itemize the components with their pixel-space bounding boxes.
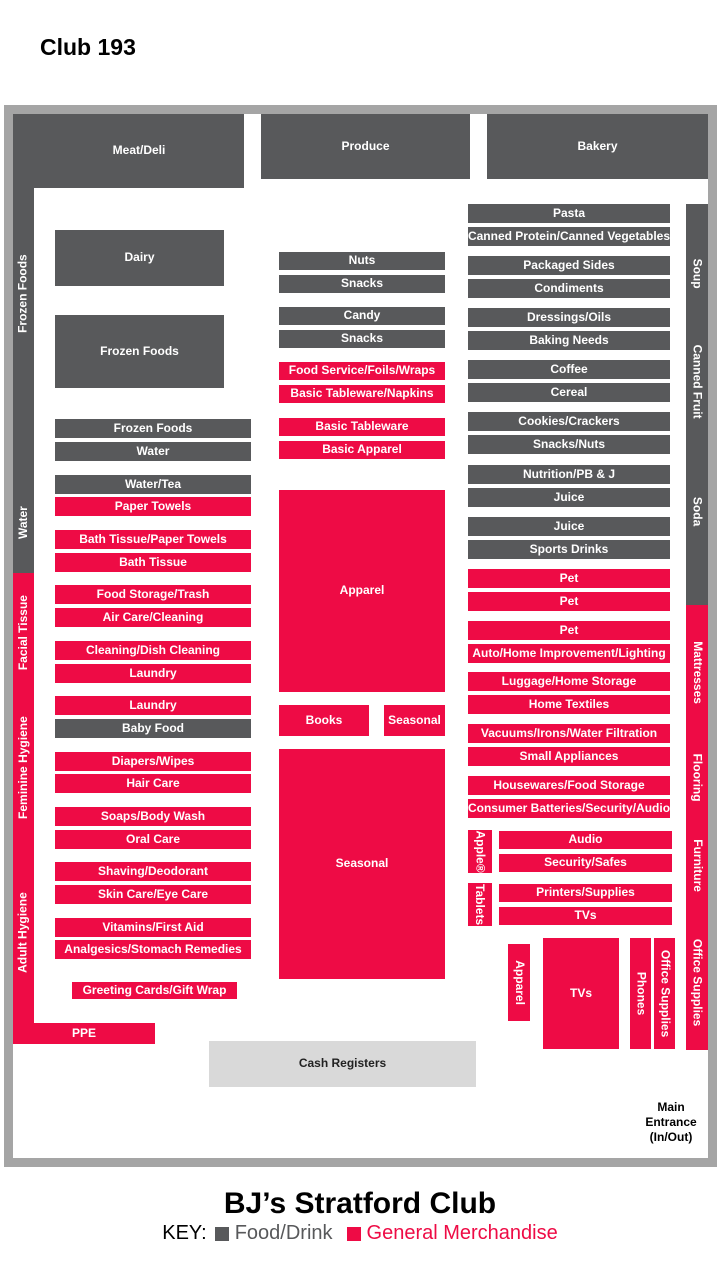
section-label: Frozen Foods [15, 254, 30, 333]
section-left-aisles-12-diapers-wipes [55, 752, 251, 771]
section-label: Auto/Home Improvement/Lighting [472, 645, 666, 660]
section-label: TVs [574, 908, 597, 923]
section-label: Snacks/Nuts [532, 436, 606, 451]
section-electronics-audio-audio [499, 831, 672, 849]
section-label: Housewares/Food Storage [493, 777, 645, 792]
section-label: Food Service/Foils/Wraps [288, 363, 436, 378]
section-label: Canned Protein/Canned Vegetables [467, 228, 671, 243]
section-label: Laundry [129, 665, 177, 680]
section-right-wall-1-canned-fruit [686, 344, 708, 419]
section-left-wall-0-frozen-foods [13, 114, 34, 473]
section-label: Produce [341, 138, 390, 153]
section-left-aisles-15-oral-care [55, 830, 251, 849]
section-left-aisles-1-water [55, 442, 251, 461]
section-right-aisles-5-baking-needs [468, 331, 670, 350]
section-center-aisles-7-basic-apparel [279, 441, 445, 459]
section-label: Paper Towels [114, 498, 192, 513]
section-left-wall-1-water [13, 473, 34, 573]
section-right-aisles-20-vacuums-irons-water-filtration [468, 724, 670, 743]
section-label: Consumer Batteries/Security/Audio [467, 800, 671, 815]
section-apparel-apparel [279, 490, 445, 692]
section-label: Dairy [124, 250, 155, 265]
section-right-aisles-14-pet [468, 569, 670, 588]
section-label: Cleaning/Dish Cleaning [85, 642, 220, 657]
section-bottom-right-apparel-apparel [508, 944, 530, 1021]
section-left-aisles-0-frozen-foods [55, 419, 251, 438]
section-label: Water [15, 506, 30, 540]
section-label: Soda [690, 497, 705, 527]
section-label: Laundry [129, 697, 177, 712]
section-label: Books [305, 712, 343, 727]
legend [0, 1222, 720, 1245]
section-right-aisles-11-juice [468, 488, 670, 507]
section-right-aisles-15-pet [468, 592, 670, 611]
section-label: Mattresses [690, 641, 705, 704]
section-label: Small Appliances [519, 748, 619, 763]
legend-general-label: General Merchandise [366, 1222, 558, 1244]
section-label: Oral Care [125, 831, 181, 846]
section-electronics-printers-printers-supplies [499, 884, 672, 902]
section-label: Cookies/Crackers [518, 413, 620, 428]
section-right-wall-2-soda [686, 419, 708, 605]
section-left-aisles-16-shaving-deodorant [55, 862, 251, 881]
section-label: Candy [343, 308, 381, 323]
section-label: Tablets [473, 883, 488, 926]
section-label: Phones [634, 971, 649, 1016]
section-electronics-security-safes-security-safes [499, 854, 672, 872]
section-center-aisles-6-basic-tableware [279, 418, 445, 436]
section-left-aisles-17-skin-care-eye-care [55, 885, 251, 904]
section-label: Air Care/Cleaning [102, 609, 204, 624]
section-right-wall-3-mattresses [686, 605, 708, 740]
section-label: Luggage/Home Storage [501, 673, 637, 688]
section-label: Home Textiles [528, 696, 610, 711]
section-label: Facial Tissue [15, 595, 30, 671]
section-bottom-right-office-supplies-office-supplies [654, 938, 675, 1049]
section-label: Apparel [512, 960, 527, 1005]
section-label: Soaps/Body Wash [100, 808, 206, 823]
section-center-aisles-5-basic-tableware-napkins [279, 385, 445, 403]
section-left-aisles-5-bath-tissue [55, 553, 251, 572]
section-label: Skin Care/Eye Care [97, 886, 209, 901]
section-label: Water/Tea [124, 476, 181, 491]
section-center-aisles-2-candy [279, 307, 445, 325]
section-right-aisles-1-canned-protein-canned-vegetables [468, 227, 670, 246]
section-label: Bakery [577, 138, 618, 153]
section-label: Basic Tableware/Napkins [290, 386, 434, 401]
section-seasonal-seasonal [279, 749, 445, 979]
section-label: Baking Needs [529, 332, 609, 347]
section-label: TVs [569, 985, 592, 1000]
section-right-aisles-2-packaged-sides [468, 256, 670, 275]
section-label: Meat/Deli [112, 143, 166, 158]
main-entrance-label: Main Entrance (In/Out) [645, 1100, 697, 1144]
section-right-aisles-10-nutrition-pb-j [468, 465, 670, 484]
section-label: Water [136, 443, 170, 458]
section-label: Baby Food [122, 720, 184, 735]
section-left-aisles-10-laundry [55, 696, 251, 715]
section-label: Dressings/Oils [526, 309, 612, 324]
section-label: Pet [559, 570, 579, 585]
club-label: Club 193 [40, 34, 136, 60]
section-bottom-right-phones-phones [630, 938, 651, 1049]
section-center-aisles-4-food-service-foils-wraps [279, 362, 445, 380]
section-bakery-bakery [487, 114, 708, 179]
section-produce-produce [261, 114, 470, 179]
section-right-aisles-9-snacks-nuts [468, 435, 670, 454]
section-electronics-tablets-tablets [468, 883, 492, 926]
section-label: Nutrition/PB & J [523, 466, 615, 481]
section-right-aisles-21-small-appliances [468, 747, 670, 766]
section-right-aisles-3-condiments [468, 279, 670, 298]
section-label: Security/Safes [544, 855, 627, 870]
section-left-aisles-8-cleaning-dish-cleaning [55, 641, 251, 660]
section-label: Vacuums/Irons/Water Filtration [480, 725, 658, 740]
section-left-aisles-13-hair-care [55, 774, 251, 793]
section-seasonal-small-seasonal [384, 705, 445, 736]
section-label: Snacks [340, 276, 384, 291]
section-label: Canned Fruit [690, 344, 705, 419]
section-label: Bath Tissue [119, 554, 187, 569]
section-left-aisles-7-air-care-cleaning [55, 608, 251, 627]
section-right-aisles-22-housewares-food-storage [468, 776, 670, 795]
section-label: Adult Hygiene [15, 892, 30, 974]
section-electronics-tvs-tvs [499, 907, 672, 925]
section-left-aisles-3-paper-towels [55, 497, 251, 516]
section-label: Analgesics/Stomach Remedies [64, 941, 242, 956]
section-dairy-dairy [55, 230, 224, 286]
section-center-aisles-3-snacks [279, 330, 445, 348]
section-right-wall-5-furniture [686, 816, 708, 916]
section-label: Cereal [550, 384, 588, 399]
section-right-aisles-12-juice [468, 517, 670, 536]
section-electronics-apple-apple [468, 830, 492, 873]
section-ppe-ppe [13, 1023, 155, 1044]
section-right-wall-6-office-supplies [686, 916, 708, 1050]
section-frozen-foods-frozen-foods [55, 315, 224, 388]
section-label: Food Storage/Trash [96, 586, 210, 601]
section-right-aisles-18-luggage-home-storage [468, 672, 670, 691]
section-right-aisles-17-auto-home-improvement-lighting [468, 644, 670, 663]
section-label: Seasonal [388, 712, 441, 727]
section-right-aisles-16-pet [468, 621, 670, 640]
section-label: Coffee [550, 361, 588, 376]
section-left-aisles-19-analgesics-stomach-remedies [55, 940, 251, 959]
section-label: Pet [559, 622, 579, 637]
section-left-wall-3-feminine-hygiene [13, 693, 34, 843]
section-label: Audio [568, 832, 603, 847]
section-books-books [279, 705, 369, 736]
section-label: Packaged Sides [523, 257, 615, 272]
section-label: Frozen Foods [113, 420, 193, 435]
section-left-aisles-6-food-storage-trash [55, 585, 251, 604]
section-label: Frozen Foods [100, 343, 179, 358]
section-left-wall-2-facial-tissue [13, 573, 34, 693]
section-label: Sports Drinks [529, 541, 609, 556]
section-left-wall-4-adult-hygiene [13, 843, 34, 1023]
section-label: Snacks [340, 331, 384, 346]
section-right-wall-0-soup [686, 204, 708, 344]
section-label: Pasta [552, 205, 586, 220]
food-swatch [215, 1227, 229, 1241]
section-right-aisles-8-cookies-crackers [468, 412, 670, 431]
section-left-aisles-2-water-tea [55, 475, 251, 494]
store-name: BJ’s Stratford Club [223, 1187, 497, 1220]
section-label: Bath Tissue/Paper Towels [79, 531, 227, 546]
section-label: Nuts [348, 253, 376, 268]
section-right-aisles-23-consumer-batteries-security-audio [468, 799, 670, 818]
general-swatch [347, 1227, 361, 1241]
section-right-wall-4-flooring [686, 740, 708, 816]
section-label: Basic Tableware [315, 419, 409, 434]
section-greeting-cards-greeting-cards-gift-wrap [72, 982, 237, 999]
section-left-aisles-4-bath-tissue-paper-towels [55, 530, 251, 549]
section-right-aisles-0-pasta [468, 204, 670, 223]
section-left-aisles-9-laundry [55, 664, 251, 683]
section-left-aisles-14-soaps-body-wash [55, 807, 251, 826]
section-right-aisles-7-cereal [468, 383, 670, 402]
section-label: Greeting Cards/Gift Wrap [82, 982, 227, 997]
section-right-aisles-6-coffee [468, 360, 670, 379]
section-label: Office Supplies [690, 939, 705, 1027]
section-label: Juice [553, 518, 585, 533]
section-label: Furniture [690, 839, 705, 893]
section-label: Diapers/Wipes [111, 753, 195, 768]
section-label: Apparel [339, 583, 385, 598]
section-bottom-right-tvs-tvs [543, 938, 619, 1049]
section-label: Soup [690, 259, 705, 289]
section-label: Hair Care [126, 775, 180, 790]
section-label: Seasonal [335, 856, 389, 871]
section-label: Condiments [534, 280, 604, 295]
section-label: Vitamins/First Aid [102, 919, 204, 934]
section-label: Cash Registers [298, 1056, 387, 1071]
section-cash-registers-cash-registers [209, 1041, 476, 1087]
section-label: Juice [553, 489, 585, 504]
section-left-aisles-18-vitamins-first-aid [55, 918, 251, 937]
section-meat-deli-meat-deli [34, 114, 244, 188]
section-right-aisles-19-home-textiles [468, 695, 670, 714]
legend-key-label: KEY: [162, 1222, 207, 1244]
section-label: Pet [559, 593, 579, 608]
section-label: Flooring [690, 754, 705, 802]
section-left-aisles-11-baby-food [55, 719, 251, 738]
section-label: Apple® [473, 830, 488, 873]
section-center-aisles-0-nuts [279, 252, 445, 270]
section-right-aisles-13-sports-drinks [468, 540, 670, 559]
section-right-aisles-4-dressings-oils [468, 308, 670, 327]
section-label: Feminine Hygiene [15, 716, 30, 820]
section-center-aisles-1-snacks [279, 275, 445, 293]
section-label: Shaving/Deodorant [97, 863, 208, 878]
section-label: Basic Apparel [322, 442, 402, 457]
section-label: Office Supplies [658, 949, 673, 1038]
legend-food-label: Food/Drink [234, 1222, 333, 1244]
section-label: Printers/Supplies [536, 885, 635, 900]
section-label: PPE [71, 1025, 96, 1040]
